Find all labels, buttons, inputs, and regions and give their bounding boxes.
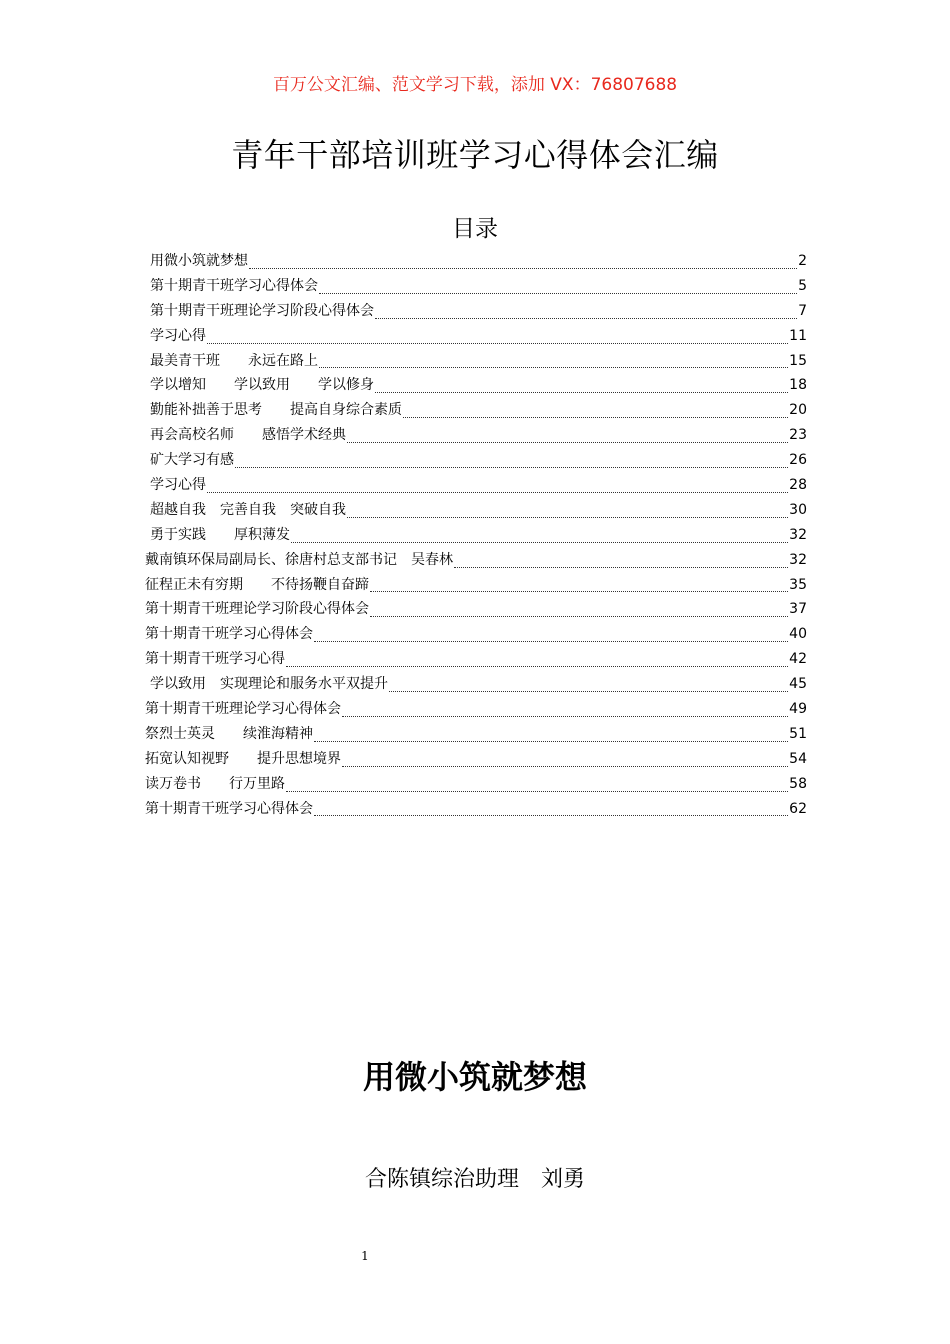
- toc-entry-title: 勇于实践 厚积薄发: [150, 526, 290, 543]
- toc-entry-title: 再会高校名师 感悟学术经典: [150, 427, 346, 444]
- toc-leader-dots: [286, 790, 788, 792]
- toc-leader-dots: [207, 342, 788, 344]
- toc-leader-dots: [319, 366, 788, 368]
- toc-entry[interactable]: [145, 474, 807, 499]
- toc-entry[interactable]: [145, 798, 807, 823]
- toc-entry[interactable]: [145, 300, 807, 325]
- toc-leader-dots: [207, 491, 788, 493]
- toc-entry-page: 26: [789, 452, 807, 469]
- toc-entry-page: 11: [789, 327, 807, 344]
- toc-entry[interactable]: [145, 399, 807, 424]
- toc-entry-page: 54: [789, 750, 807, 767]
- toc-entry-title: 读万卷书 行万里路: [145, 775, 285, 792]
- toc-leader-dots: [319, 292, 797, 294]
- toc-entry-title: 戴南镇环保局副局长、徐唐村总支部书记 吴春林: [145, 551, 453, 568]
- toc-entry-page: 62: [789, 800, 807, 817]
- toc-entry[interactable]: [145, 549, 807, 574]
- toc-entry[interactable]: [145, 325, 807, 350]
- toc-entry-title: 学以致用 实现理论和服务水平双提升: [150, 676, 388, 693]
- toc-entry-title: 第十期青干班学习心得: [145, 651, 285, 668]
- toc-leader-dots: [249, 267, 797, 269]
- toc-entry-title: 拓宽认知视野 提升思想境界: [145, 750, 341, 767]
- toc-leader-dots: [389, 690, 788, 692]
- toc-leader-dots: [314, 814, 788, 816]
- toc-entry-page: 23: [789, 427, 807, 444]
- toc-entry-title: 学习心得: [150, 327, 206, 344]
- toc-leader-dots: [375, 317, 797, 319]
- toc-entry-title: 用微小筑就梦想: [150, 253, 248, 269]
- toc-entry-page: 42: [789, 651, 807, 668]
- header-banner: 百万公文汇编、范文学习下载，添加 VX：76807688: [272, 75, 678, 95]
- toc-entry-title: 第十期青干班理论学习心得体会: [145, 701, 341, 718]
- toc-entry[interactable]: [145, 673, 807, 698]
- toc-entry-page: 49: [789, 701, 807, 718]
- toc-leader-dots: [291, 541, 788, 543]
- toc-entry[interactable]: [145, 275, 807, 300]
- toc-entry-page: 58: [789, 775, 807, 792]
- page-number: 1: [361, 1249, 369, 1263]
- toc-leader-dots: [454, 566, 788, 568]
- toc-entry[interactable]: [145, 374, 807, 399]
- toc-leader-dots: [342, 765, 788, 767]
- toc-entry-page: 37: [789, 601, 807, 618]
- toc-entry[interactable]: [145, 449, 807, 474]
- toc-entry[interactable]: [145, 723, 807, 748]
- toc-entry-page: 45: [789, 676, 807, 693]
- toc-entry[interactable]: [145, 773, 807, 798]
- toc-entry-title: 勤能补拙善于思考 提高自身综合素质: [150, 402, 402, 419]
- toc-entry[interactable]: [145, 648, 807, 673]
- toc-entry-title: 学以增知 学以致用 学以修身: [150, 377, 374, 394]
- table-of-contents: [145, 250, 807, 822]
- toc-entry-page: 30: [789, 501, 807, 518]
- toc-entry-title: 学习心得: [150, 477, 206, 494]
- article-title: 用微小筑就梦想: [362, 1058, 587, 1096]
- toc-entry[interactable]: [145, 698, 807, 723]
- toc-entry[interactable]: [145, 598, 807, 623]
- toc-entry-page: 7: [798, 302, 807, 319]
- toc-entry-title: 第十期青干班理论学习阶段心得体会: [145, 601, 369, 618]
- toc-entry-title: 第十期青干班学习心得体会: [145, 626, 313, 643]
- toc-leader-dots: [370, 615, 788, 617]
- article-author: 合陈镇综治助理 刘勇: [364, 1167, 585, 1192]
- toc-entry[interactable]: [145, 524, 807, 549]
- toc-entry-page: 28: [789, 477, 807, 494]
- toc-entry-page: 15: [789, 352, 807, 369]
- toc-entry-page: 51: [789, 725, 807, 742]
- toc-entry-title: 祭烈士英灵 续淮海精神: [145, 725, 313, 742]
- toc-entry-page: 32: [789, 526, 807, 543]
- toc-leader-dots: [235, 466, 788, 468]
- toc-entry[interactable]: [145, 250, 807, 275]
- toc-entry[interactable]: [145, 499, 807, 524]
- toc-entry[interactable]: [145, 424, 807, 449]
- toc-leader-dots: [347, 441, 788, 443]
- toc-entry-title: 第十期青干班学习心得体会: [145, 800, 313, 817]
- toc-entry-title: 矿大学习有感: [150, 452, 234, 469]
- toc-entry-page: 20: [789, 402, 807, 419]
- toc-entry[interactable]: [145, 623, 807, 648]
- toc-entry-title: 第十期青干班学习心得体会: [150, 277, 318, 294]
- toc-leader-dots: [342, 715, 788, 717]
- toc-leader-dots: [370, 590, 788, 592]
- toc-heading: 目录: [452, 216, 498, 242]
- toc-entry[interactable]: [145, 574, 807, 599]
- toc-entry-page: 2: [798, 253, 807, 269]
- toc-entry-page: 35: [789, 576, 807, 593]
- toc-leader-dots: [314, 740, 788, 742]
- document-title: 青年干部培训班学习心得体会汇编: [231, 136, 719, 174]
- toc-entry-page: 32: [789, 551, 807, 568]
- toc-entry[interactable]: [145, 350, 807, 375]
- toc-leader-dots: [347, 516, 788, 518]
- toc-entry-title: 第十期青干班理论学习阶段心得体会: [150, 302, 374, 319]
- toc-leader-dots: [375, 391, 788, 393]
- toc-leader-dots: [403, 416, 788, 418]
- toc-entry-page: 5: [798, 277, 807, 294]
- toc-entry-title: 超越自我 完善自我 突破自我: [150, 501, 346, 518]
- toc-entry-page: 40: [789, 626, 807, 643]
- toc-leader-dots: [286, 665, 788, 667]
- toc-entry[interactable]: [145, 748, 807, 773]
- toc-leader-dots: [314, 640, 788, 642]
- toc-entry-title: 最美青干班 永远在路上: [150, 352, 318, 369]
- toc-entry-page: 18: [789, 377, 807, 394]
- toc-entry-title: 征程正未有穷期 不待扬鞭自奋蹄: [145, 576, 369, 593]
